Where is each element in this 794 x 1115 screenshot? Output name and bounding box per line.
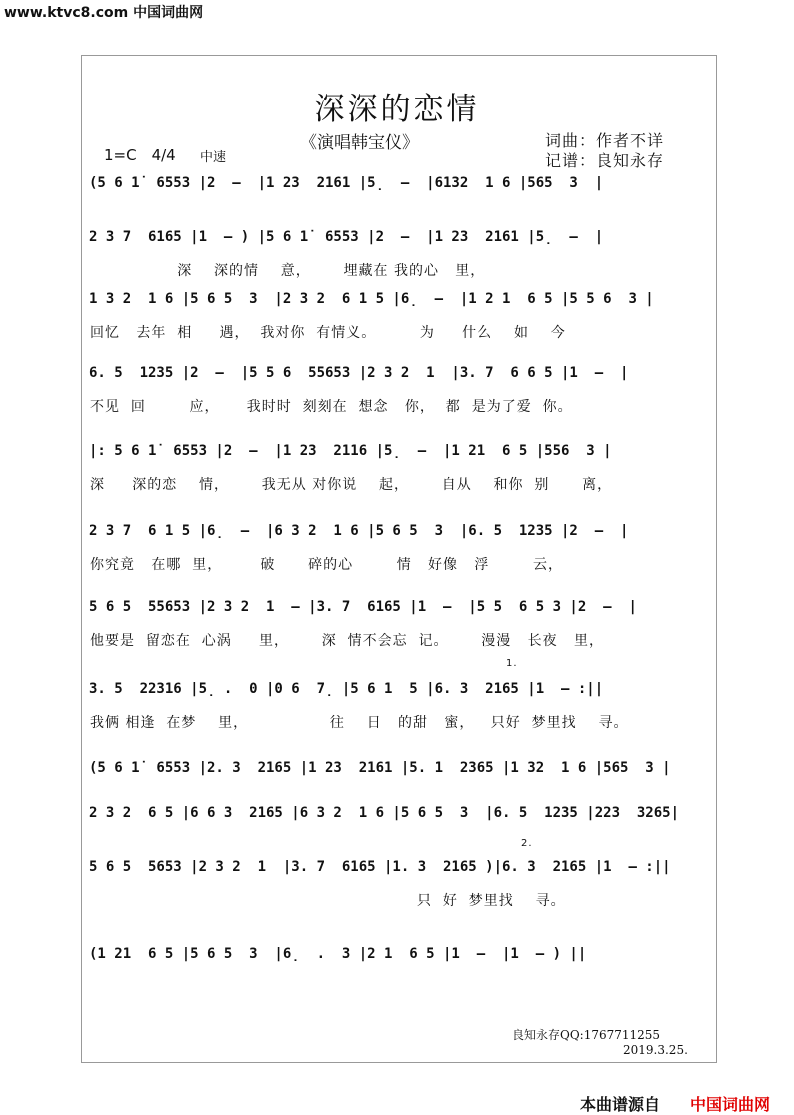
- notation-line: 6. 5 1235 |2 – |5 5 6 55653 |2 3 2 1 |3. 7 6 6 5 |1 – |: [89, 365, 629, 381]
- transcriber-qq: 良知永存QQ:1767711255: [512, 1028, 661, 1042]
- notation-line: 1 3 2 1 6 |5 6 5 3 |2 3 2 6 1 5 |6̣ – |1 2 1 6 5 |5 5 6 3 |: [89, 291, 654, 307]
- transcription-date: 2019.3.25.: [623, 1043, 688, 1057]
- song-title: 深深的恋情: [314, 92, 480, 127]
- notation-line: |: 5 6 1̇ 6553 |2 – |1 23 2116 |5̣ – |1 21 6 5 |556 3 |: [89, 443, 612, 459]
- volta-first: 1.: [506, 658, 518, 669]
- lyric-line: 回忆 去年 相 遇， 我对你 有情义。 为 什么 如 今: [90, 325, 566, 341]
- notation-line: 5 6 5 55653 |2 3 2 1 – |3. 7 6165 |1 – |5 5 6 5 3 |2 – |: [89, 599, 637, 615]
- lyric-line: 不见 回 应， 我时时 刻刻在 想念 你， 都 是为了爱 你。: [90, 399, 573, 415]
- source-label: 本曲谱源自: [580, 1095, 661, 1114]
- notation-line: (5 6 1̇ 6553 |2. 3 2165 |1 23 2161 |5. 1 2365 |1 32 1 6 |565 3 |: [89, 760, 671, 776]
- notation-line: 2 3 7 6165 |1 – ) |5 6 1̇ 6553 |2 – |1 23 2161 |5̣ – |: [89, 229, 604, 245]
- tempo-marking: 中速: [200, 150, 227, 165]
- lyric-line: 深 深的情 意， 埋藏在 我的心 里，: [90, 263, 486, 279]
- source-site-name[interactable]: 中国词曲网: [690, 1095, 771, 1114]
- notation-line: 2 3 2 6 5 |6 6 3 2165 |6 3 2 1 6 |5 6 5 3 |6. 5 1235 |223 3265|: [89, 805, 680, 821]
- notation-line: (5 6 1̇ 6553 |2 – |1 23 2161 |5̣ – |6132 1 6 |565 3 |: [89, 175, 604, 191]
- lyricist-credit: 词曲：作者不详: [545, 131, 665, 150]
- transcriber-credit: 记谱：良知永存: [545, 151, 665, 170]
- lyric-line: 我俩 相逢 在梦 里， 往 日 的甜 蜜， 只好 梦里找 寻。: [90, 715, 629, 731]
- notation-line: 3. 5 22316 |5̣ . 0 |0 6 7̣ |5 6 1 5 |6. 3 2165 |1 – :||: [89, 681, 604, 697]
- notation-line: (1 21 6 5 |5 6 5 3 |6̣ . 3 |2 1 6 5 |1 – |1 – ) ||: [89, 946, 587, 962]
- lyric-line: 你究竟 在哪 里， 破 碎的心 情 好像 浮 云，: [90, 557, 564, 573]
- key-signature: 1=C 4/4: [104, 146, 176, 164]
- singer-credit: 《演唱韩宝仪》: [300, 133, 419, 153]
- notation-line: 2 3 7 6 1 5 |6̣ – |6 3 2 1 6 |5 6 5 3 |6. 5 1235 |2 – |: [89, 523, 629, 539]
- site-watermark-top: www.ktvc8.com 中国词曲网: [4, 5, 204, 21]
- lyric-line: 他要是 留恋在 心涡 里， 深 情不会忘 记。 漫漫 长夜 里，: [90, 633, 604, 649]
- volta-second: 2.: [521, 838, 533, 849]
- notation-line: 5 6 5 5653 |2 3 2 1 |3. 7 6165 |1. 3 2165 )|6. 3 2165 |1 – :||: [89, 859, 671, 875]
- lyric-line: 只 好 梦里找 寻。: [90, 893, 566, 909]
- lyric-line: 深 深的恋 情， 我无从 对你说 起， 自从 和你 别 离，: [90, 477, 613, 493]
